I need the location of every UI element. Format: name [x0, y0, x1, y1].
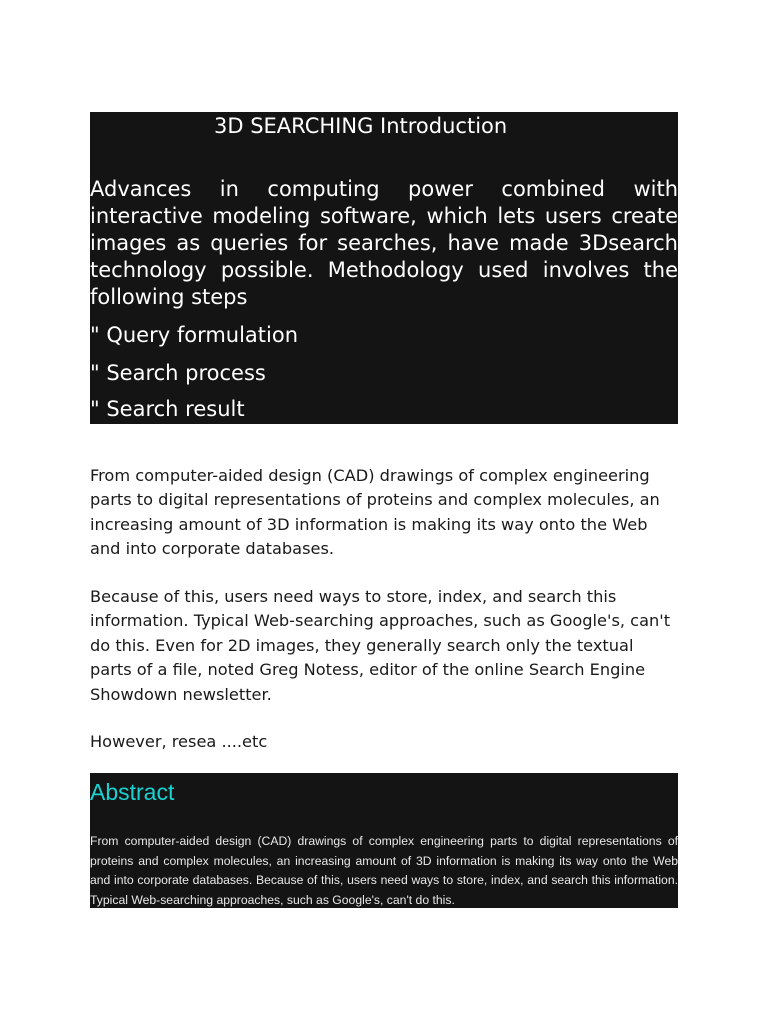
step-search-result: " Search result	[90, 397, 245, 421]
body-paragraph-1: From computer-aided design (CAD) drawings of complex engineering parts to digital representations of proteins and complex molecules, an increasing amount of 3D information is making its way onto the Web and into corporate databases.	[90, 466, 660, 559]
body-paragraph-2: Because of this, users need ways to store, index, and search this information. Typical Web-searching approaches, such as Google's, can't do this. Even for 2D images, they generally search only the textual parts of a file, noted Greg Notess, editor of the online Search Engine Showdown newsletter.	[90, 587, 671, 704]
abstract-title: Abstract	[90, 779, 175, 805]
abstract-text: From computer-aided design (CAD) drawings of complex engineering parts to digital representations of proteins and complex molecules, an increasing amount of 3D information is making its way onto the Web and into corporate databases. Because of this, users need ways to store, index, and search this information. Typical Web-searching approaches, such as Google's, can't do this.	[90, 834, 678, 907]
intro-section	[90, 112, 678, 424]
body-paragraph-3: However, resea ....etc	[90, 732, 268, 751]
intro-paragraph: Advances in computing power combined with interactive modeling software, which lets users create images as queries for searches, have made 3Dsearch technology possible. Methodology used involves the following steps	[90, 177, 678, 309]
step-query-formulation: " Query formulation	[90, 323, 299, 347]
abstract-section	[90, 773, 678, 908]
step-search-process: " Search process	[90, 361, 266, 385]
intro-title: 3D SEARCHING Introduction	[214, 114, 508, 138]
